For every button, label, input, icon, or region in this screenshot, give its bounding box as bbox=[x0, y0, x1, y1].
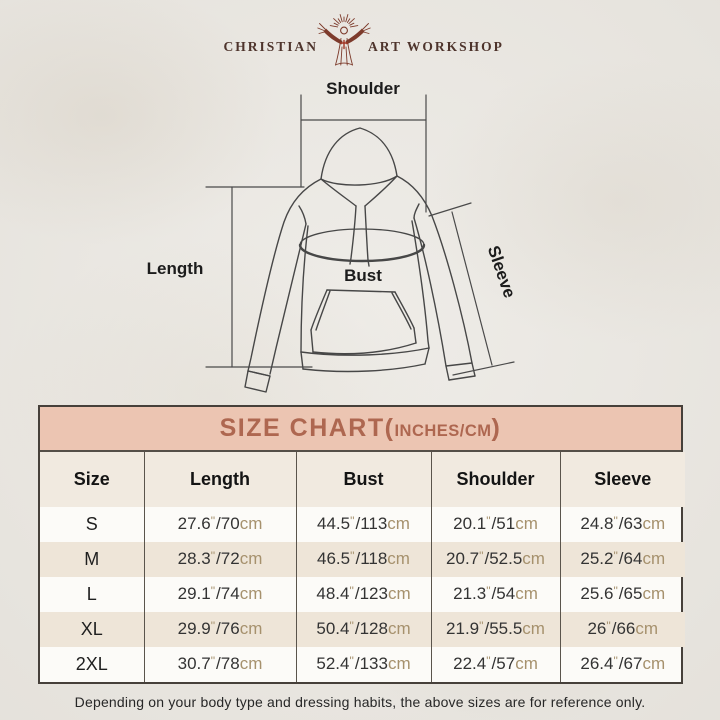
inches-value: 29.9 bbox=[177, 619, 211, 639]
size-chart-title bbox=[40, 407, 681, 452]
slash: / bbox=[618, 549, 624, 569]
size-chart-table bbox=[40, 452, 685, 682]
cell-bust bbox=[296, 577, 431, 612]
slash: / bbox=[618, 514, 624, 534]
cell-shoulder bbox=[431, 507, 560, 542]
size-label: 2XL bbox=[75, 654, 108, 674]
slash: / bbox=[354, 654, 360, 674]
inches-value: 22.4 bbox=[453, 654, 487, 674]
slash: / bbox=[354, 584, 360, 604]
inches-value: 30.7 bbox=[177, 654, 211, 674]
cell-sleeve bbox=[560, 507, 685, 542]
sleeve-label: Sleeve bbox=[483, 243, 520, 301]
cell-shoulder bbox=[431, 577, 560, 612]
cm-unit: cm bbox=[515, 654, 538, 674]
cell-shoulder bbox=[431, 647, 560, 682]
cell-sleeve bbox=[560, 612, 685, 647]
inch-mark: " bbox=[613, 549, 618, 564]
cm-unit: cm bbox=[515, 584, 538, 604]
size-chart-title-main: SIZE CHART( bbox=[219, 414, 395, 442]
inch-mark: " bbox=[210, 619, 216, 634]
slash: / bbox=[355, 549, 361, 569]
inches-value: 46.5 bbox=[317, 549, 351, 569]
cell-length bbox=[144, 542, 296, 577]
slash: / bbox=[216, 549, 221, 569]
length-label: Length bbox=[146, 259, 204, 278]
column-header-bust: Bust bbox=[296, 452, 431, 507]
cm-unit: cm bbox=[635, 619, 659, 639]
cell-bust bbox=[296, 542, 431, 577]
cm-value: 70 bbox=[220, 514, 240, 534]
inch-mark: " bbox=[349, 654, 354, 669]
slash: / bbox=[216, 619, 221, 639]
size-chart-title-unit: INCHES/CM bbox=[394, 422, 492, 440]
cm-unit: cm bbox=[522, 619, 545, 639]
inches-value: 21.9 bbox=[446, 619, 480, 639]
cell-sleeve bbox=[560, 542, 685, 577]
inch-mark: " bbox=[210, 654, 216, 669]
cell-sleeve bbox=[560, 647, 685, 682]
cm-unit: cm bbox=[387, 514, 410, 534]
slash: / bbox=[618, 584, 624, 604]
inches-value: 24.8 bbox=[580, 514, 614, 534]
brand-name-right: ART WORKSHOP bbox=[368, 39, 504, 54]
cell-length bbox=[144, 577, 296, 612]
inch-mark: " bbox=[350, 514, 355, 529]
cm-unit: cm bbox=[239, 619, 263, 639]
inches-value: 26.4 bbox=[580, 654, 614, 674]
inch-mark: " bbox=[486, 514, 491, 529]
slash: / bbox=[355, 514, 361, 534]
cm-unit: cm bbox=[239, 654, 263, 674]
size-label: L bbox=[86, 584, 97, 604]
inch-mark: " bbox=[210, 584, 216, 599]
inches-value: 27.6 bbox=[177, 514, 211, 534]
cm-unit: cm bbox=[387, 654, 411, 674]
reference-note: Depending on your body type and dressing habits, the above sizes are for reference only. bbox=[74, 694, 646, 710]
cm-value: 64 bbox=[623, 549, 643, 569]
slash: / bbox=[611, 619, 617, 639]
cell-length bbox=[144, 507, 296, 542]
inch-mark: " bbox=[613, 514, 618, 529]
size-label: M bbox=[84, 549, 100, 569]
bust-label: Bust bbox=[344, 266, 382, 285]
header-row bbox=[40, 452, 685, 507]
cm-value: 72 bbox=[220, 549, 240, 569]
cm-value: 51 bbox=[496, 514, 516, 534]
cell-bust bbox=[296, 507, 431, 542]
inches-value: 44.5 bbox=[317, 514, 351, 534]
slash: / bbox=[354, 619, 360, 639]
size-row-l bbox=[40, 577, 685, 612]
inch-mark: " bbox=[613, 654, 618, 669]
cm-value: 76 bbox=[220, 619, 240, 639]
cm-value: 123 bbox=[359, 584, 388, 604]
cell-bust bbox=[296, 612, 431, 647]
inches-value: 48.4 bbox=[316, 584, 350, 604]
slash: / bbox=[491, 654, 497, 674]
cm-unit: cm bbox=[642, 549, 666, 569]
cell-shoulder bbox=[431, 612, 560, 647]
size-label: XL bbox=[80, 619, 103, 639]
cm-unit: cm bbox=[387, 549, 410, 569]
brand-name-left: CHRISTIAN bbox=[223, 39, 318, 54]
cell-shoulder bbox=[431, 542, 560, 577]
slash: / bbox=[216, 584, 221, 604]
cm-value: 63 bbox=[623, 514, 643, 534]
inches-value: 21.3 bbox=[453, 584, 487, 604]
cm-unit: cm bbox=[515, 514, 538, 534]
inches-value: 20.7 bbox=[446, 549, 480, 569]
inches-value: 50.4 bbox=[316, 619, 350, 639]
inch-mark: " bbox=[613, 584, 618, 599]
inch-mark: " bbox=[349, 584, 354, 599]
slash: / bbox=[491, 584, 497, 604]
cm-value: 52.5 bbox=[489, 549, 523, 569]
inch-mark: " bbox=[350, 549, 355, 564]
cm-value: 133 bbox=[359, 654, 388, 674]
column-header-sleeve: Sleeve bbox=[560, 452, 685, 507]
size-row-2xl bbox=[40, 647, 685, 682]
inch-mark: " bbox=[210, 514, 216, 529]
cm-value: 54 bbox=[496, 584, 516, 604]
size-chart-title-close: ) bbox=[491, 414, 502, 442]
inch-mark: " bbox=[479, 619, 484, 634]
size-label: S bbox=[85, 514, 98, 534]
cm-value: 57 bbox=[496, 654, 516, 674]
cell-bust bbox=[296, 647, 431, 682]
cm-unit: cm bbox=[387, 619, 411, 639]
inches-value: 25.2 bbox=[580, 549, 614, 569]
cm-unit: cm bbox=[642, 514, 666, 534]
column-header-shoulder: Shoulder bbox=[431, 452, 560, 507]
size-chart bbox=[38, 405, 683, 684]
size-row-m bbox=[40, 542, 685, 577]
cm-unit: cm bbox=[642, 654, 666, 674]
cm-value: 128 bbox=[359, 619, 388, 639]
size-row-xl bbox=[40, 612, 685, 647]
slash: / bbox=[618, 654, 624, 674]
cm-value: 74 bbox=[220, 584, 240, 604]
cm-unit: cm bbox=[387, 584, 411, 604]
cm-value: 67 bbox=[623, 654, 643, 674]
inches-value: 20.1 bbox=[453, 514, 487, 534]
cm-unit: cm bbox=[239, 549, 263, 569]
cm-unit: cm bbox=[239, 514, 263, 534]
slash: / bbox=[484, 549, 490, 569]
cell-length bbox=[144, 647, 296, 682]
slash: / bbox=[216, 514, 221, 534]
shoulder-label: Shoulder bbox=[326, 79, 400, 98]
column-header-length: Length bbox=[144, 452, 296, 507]
inches-value: 29.1 bbox=[177, 584, 211, 604]
column-header-size: Size bbox=[40, 452, 144, 507]
inches-value: 26 bbox=[587, 619, 607, 639]
cm-value: 65 bbox=[623, 584, 643, 604]
inch-mark: " bbox=[210, 549, 216, 564]
cell-length bbox=[144, 612, 296, 647]
cm-value: 113 bbox=[360, 514, 388, 534]
cm-unit: cm bbox=[642, 584, 666, 604]
cm-unit: cm bbox=[522, 549, 545, 569]
slash: / bbox=[216, 654, 221, 674]
cm-unit: cm bbox=[239, 584, 263, 604]
inch-mark: " bbox=[349, 619, 354, 634]
inch-mark: " bbox=[486, 584, 491, 599]
size-row-s bbox=[40, 507, 685, 542]
inch-mark: " bbox=[479, 549, 484, 564]
cm-value: 66 bbox=[616, 619, 636, 639]
cm-value: 78 bbox=[220, 654, 240, 674]
cell-sleeve bbox=[560, 577, 685, 612]
slash: / bbox=[491, 514, 497, 534]
inch-mark: " bbox=[486, 654, 491, 669]
inches-value: 28.3 bbox=[177, 549, 211, 569]
slash: / bbox=[484, 619, 490, 639]
inch-mark: " bbox=[606, 619, 611, 634]
cm-value: 118 bbox=[360, 549, 388, 569]
inches-value: 25.6 bbox=[580, 584, 614, 604]
cm-value: 55.5 bbox=[489, 619, 523, 639]
inches-value: 52.4 bbox=[316, 654, 350, 674]
